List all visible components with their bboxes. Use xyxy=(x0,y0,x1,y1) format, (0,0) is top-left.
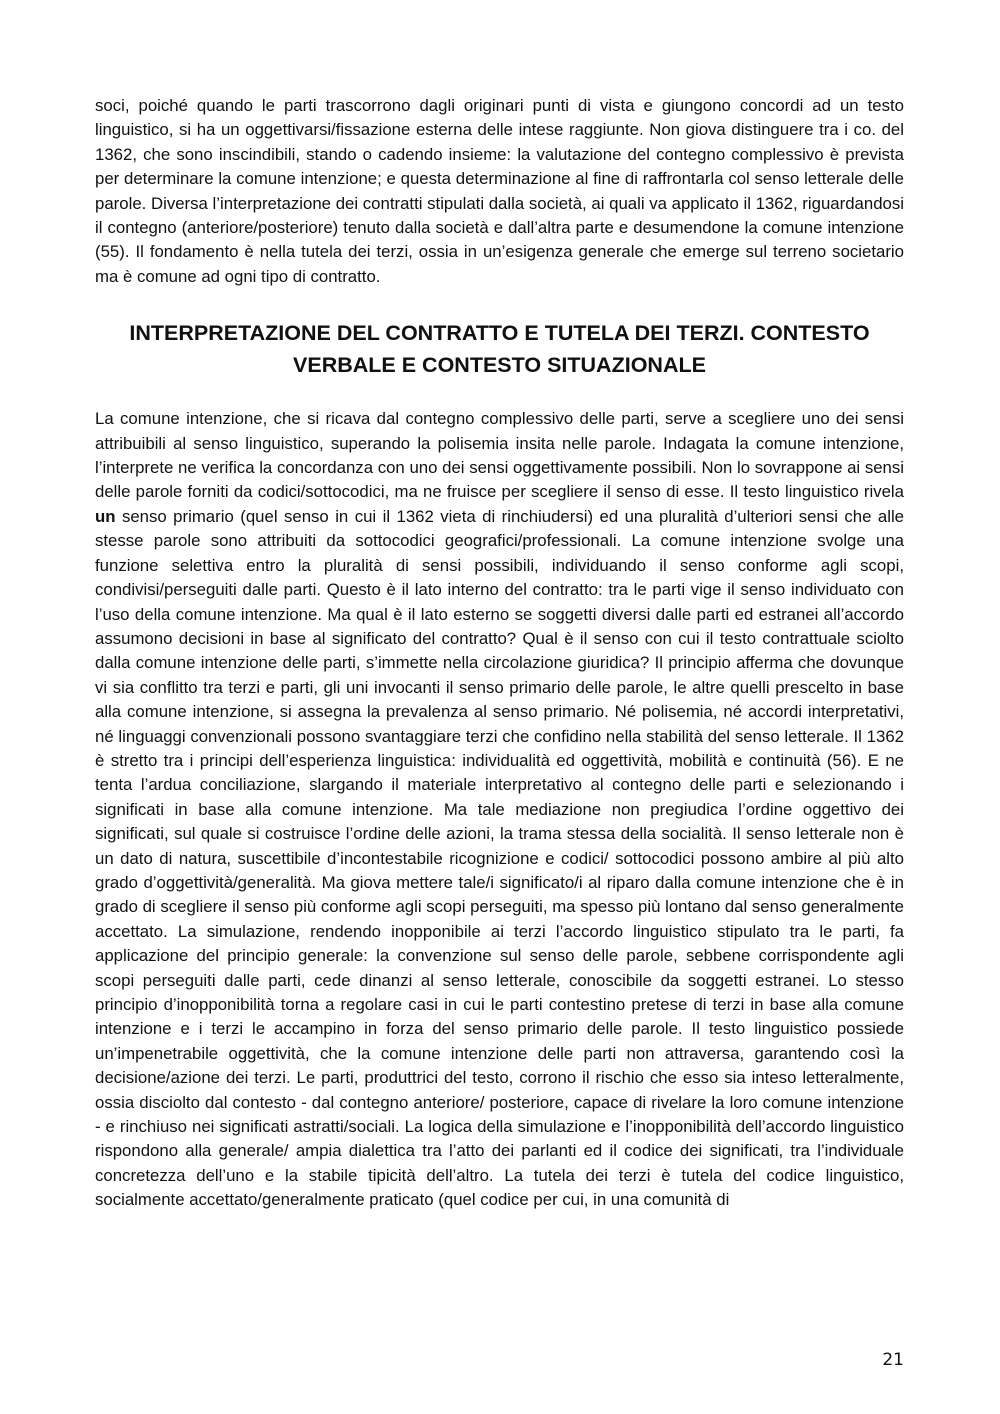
body-text-part-2: senso primario (quel senso in cui il 1362 vieta di rinchiudersi) ed una pluralità d’ulteriori sensi che alle stesse parole sono attribuiti da sottocodici geografici/professionali. La comune intenzione svolge una funzione selettiva entro la pluralità di sensi possibili, individuando il senso conforme agli scopi, condivisi/perseguiti dalle parti. Questo è il lato interno del contratto: tra le parti vige il senso individuato con l’uso della comune intenzione. Ma qual è il lato esterno se soggetti diversi dalle parti ed estranei all’accordo assumono decisioni in base al significato del contratto? Qual è il senso con cui il testo contrattuale sciolto dalla comune intenzione delle parti, s’immette nella circolazione giuridica? Il principio afferma che dovunque vi sia conflitto tra terzi e parti, gli uni invocanti il senso primario delle parole, le altre quelli prescelto in base alla comune intenzione, si assegna la prevalenza al senso primario. Né polisemia, né accordi interpretativi, né linguaggi convenzionali possono svantaggiare terzi che confidino nella stabilità del senso letterale. Il 1362 è stretto tra i principi dell’esperienza linguistica: individualità ed oggettività, mobilità e continuità (56). E ne tenta l’ardua conciliazione, slargando il materiale interpretativo al contegno delle parti e selezionando i significati in base alla comune intenzione. Ma tale mediazione non pregiudica l’ordine oggettivo dei significati, sul quale si costruisce l’ordine delle azioni, la trama stessa della socialità. Il senso letterale non è un dato di natura, suscettibile d’incontestabile ricognizione e codici/ sottocodici possono ambire al più alto grado d’oggettività/generalità. Ma giova mettere tale/i significato/i al riparo dalla comune intenzione che è in grado di scegliere il senso più conforme agli scopi perseguiti, ma spesso più lontano dal senso generalmente accettato. La simulazione, rendendo inopponibile ai terzi l’accordo linguistico stipulato tra le parti, fa applicazione del principio generale: la convenzione sul senso delle parole, sebbene corrispondente agli scopi perseguiti dalle parti, cede dinanzi al senso letterale, conoscibile da soggetti estranei. Lo stesso principio d’inopponibilità torna a regolare casi in cui le parti contestino pretese di terzi in base alla comune intenzione e i terzi le accampino in forza del senso primario delle parole. Il testo linguistico possiede un’impenetrabile oggettività, che la comune intenzione delle parti non attraversa, garantendo così la decisione/azione dei terzi. Le parti, produttrici del testo, corrono il rischio che esso sia inteso letteralmente, ossia disciolto dal contesto - dal contegno anteriore/ posteriore, capace di rivelare la loro comune intenzione - e rinchiuso nei significati astratti/sociali. La logica della simulazione e l’inopponibilità dell’accordo linguistico rispondono alla generale/ ampia dialettica tra l’atto dei parlanti ed il codice dei significati, tra l’individuale concretezza dell’uno e la stabile tipicità dell’altro. La tutela dei terzi è tutela del codice linguistico, socialmente accettato/generalmente praticato (quel codice per cui, in una comunità di xyxy=(95,506,904,1210)
section-heading: INTERPRETAZIONE DEL CONTRATTO E TUTELA DEI TERZI. CONTESTO VERBALE E CONTESTO SITUAZIONALE xyxy=(129,321,870,378)
document-page xyxy=(95,94,904,1213)
body-paragraph xyxy=(95,407,904,1212)
page-number: 21 xyxy=(882,1350,904,1370)
body-text-part-1: La comune intenzione, che si ricava dal contegno complessivo delle parti, serve a scegliere uno dei sensi attribuibili al senso linguistico, superando la polisemia insita nelle parole. Indagata la comune intenzione, l’interprete ne verifica la concordanza con uno dei sensi oggettivamente possibili. Non lo sovrappone ai sensi delle parole forniti da codici/sottocodici, ma ne fruisce per scegliere il senso di esse. Il testo linguistico rivela xyxy=(95,409,904,502)
intro-paragraph: soci, poiché quando le parti trascorrono dagli originari punti di vista e giungono concordi ad un testo linguistico, si ha un oggettivarsi/fissazione esterna delle intese raggiunte. Non giova distinguere tra i co. del 1362, che sono inscindibili, stando o cadendo insieme: la valutazione del contegno complessivo è prevista per determinare la comune intenzione; e questa determinazione al fine di raffrontarla col senso letterale delle parole. Diversa l’interpretazione dei contratti stipulati dalla società, ai quali va applicato il 1362, riguardandosi il contegno (anteriore/posteriore) tenuto dalla società e dall’altra parte e desumendone la comune intenzione (55). Il fondamento è nella tutela dei terzi, ossia in un’esigenza generale che emerge sul terreno societario ma è comune ad ogni tipo di contratto. xyxy=(95,96,904,286)
body-bold-word: un xyxy=(95,506,116,526)
